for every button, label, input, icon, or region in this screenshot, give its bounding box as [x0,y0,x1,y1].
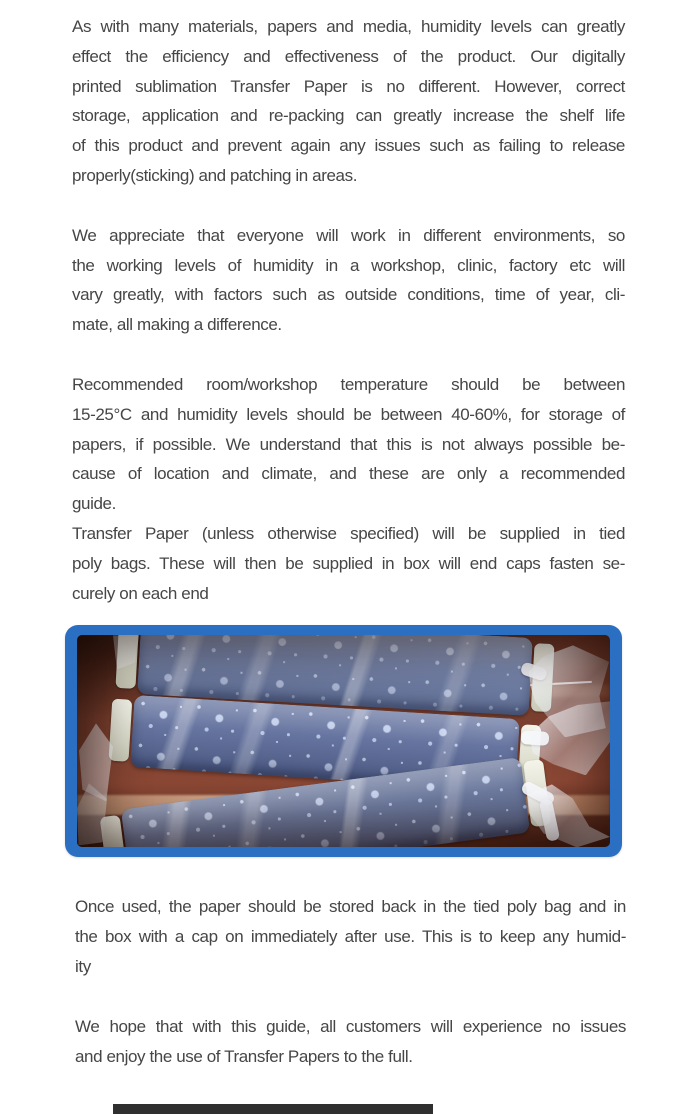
paragraph [72,221,625,340]
paragraphs-top [72,12,625,608]
paragraph [72,519,625,608]
paragraphs-bottom [75,892,626,1071]
paragraph-line: curely on each end [72,583,209,603]
paragraph-line: As with many materials, papers and media, humidity levels can greatly [72,17,625,36]
paragraph-line: Recommended room/workshop temperature should be between [72,374,625,394]
paragraph-line: mate, all making a difference. [72,315,282,335]
paragraph-line: and enjoy the use of Transfer Papers to the full. [75,1046,413,1066]
paragraph-line: vary greatly, with factors such as outside conditions, time of year, cli- [72,285,625,305]
paragraph-line: cause of location and climate, and these are only a recommended [72,464,625,484]
cutoff-text-bar [113,1104,433,1114]
paragraph-line: of this product and prevent again any issues such as failing to release [72,136,625,156]
paragraph-line: papers, if possible. We understand that this is not always possible be- [72,434,625,454]
paragraph-line: poly bags. These will then be supplied in box will end caps fasten se- [72,553,625,573]
paragraph [75,892,626,981]
product-photo [77,635,610,847]
paragraph [72,12,625,191]
paragraph-line: guide. [72,494,116,514]
paragraph-line: We hope that with this guide, all customers will experience no issues [75,1016,626,1036]
paragraph-line: Transfer Paper (unless otherwise specified) will be supplied in tied [72,523,625,543]
paragraph-line: We appreciate that everyone will work in different environments, so [72,225,625,245]
paragraph-line: ity [75,956,91,976]
paragraph-line: storage, application and re-packing can greatly increase the shelf life [72,106,625,126]
paragraph-line: the working levels of humidity in a workshop, clinic, factory etc will [72,255,625,275]
paragraph [75,1012,626,1072]
paragraph-line: the box with a cap on immediately after use. This is to keep any humid- [75,927,626,947]
paragraph-line: effect the efficiency and effectiveness of the product. Our digitally [72,46,625,66]
paragraph-line: printed sublimation Transfer Paper is no different. However, correct [72,76,625,96]
product-photo-frame [65,625,622,857]
paragraph [72,370,625,519]
paragraph-line: 15-25°C and humidity levels should be between 40-60%, for storage of [72,404,625,424]
paragraph-line: properly(sticking) and patching in areas. [72,165,358,185]
paragraph-line: Once used, the paper should be stored back in the tied poly bag and in [75,897,626,917]
